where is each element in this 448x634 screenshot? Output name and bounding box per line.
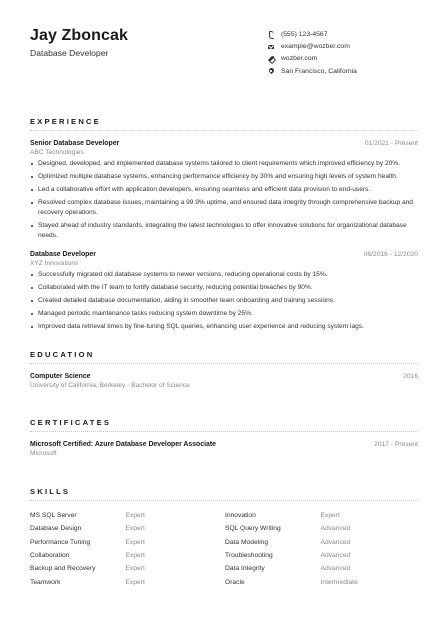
skill-level: Expert	[125, 565, 145, 573]
bullet-item: Optimized multiple database systems, enhancing performance efficiency by 30% and ensuring high levels of system health.	[30, 172, 422, 182]
contact-website[interactable]	[268, 53, 428, 65]
section-divider	[30, 500, 418, 501]
link-icon	[268, 56, 274, 62]
certificate-name: Microsoft Certified: Azure Database Developer Associate	[30, 441, 216, 448]
skill-name: Teamwork	[30, 578, 61, 586]
skill-name: Collaboration	[30, 552, 70, 560]
email-icon	[268, 44, 274, 50]
email-text[interactable]: example@wozber.com	[281, 43, 350, 51]
skill-level: Expert	[125, 578, 145, 586]
skill-level: Expert	[125, 538, 145, 546]
skill-level: Expert	[125, 525, 145, 533]
section-divider	[30, 130, 418, 131]
skill-level: Advanced	[320, 538, 351, 546]
bullet-item: Designed, developed, and implemented database systems tailored to client requirements which improved efficiency by 20%.	[30, 159, 422, 169]
skill-level: Expert	[125, 512, 145, 520]
location-icon	[268, 68, 274, 74]
skill-level: Advanced	[320, 525, 351, 533]
phone-text: (555) 123-4567	[281, 30, 328, 38]
job-bullets	[30, 270, 422, 335]
skill-level: Expert	[125, 552, 145, 560]
bullet-item: Led a collaborative effort with application developers, ensuring seamless and efficient data provision to end-users.	[30, 185, 422, 195]
skill-row	[30, 575, 420, 588]
section-divider	[30, 363, 418, 364]
degree-title: Computer Science	[30, 373, 91, 380]
skill-level: Intermediate	[320, 578, 358, 586]
skill-name: Database Design	[30, 525, 82, 533]
bullet-item: Collaborated with the IT team to fortify database security, reducing potential breaches by 90%.	[30, 283, 422, 293]
candidate-name: Jay Zboncak	[30, 27, 129, 44]
skill-name: Innovation	[225, 512, 256, 520]
section-divider	[30, 431, 418, 432]
skill-name: Performance Tuning	[30, 538, 91, 546]
phone-icon	[268, 31, 274, 37]
website-text[interactable]: wozber.com	[281, 55, 318, 63]
location-text: San Francisco, California	[281, 67, 357, 75]
skill-row	[30, 549, 420, 562]
job-date: 06/2016 - 12/2020	[363, 251, 418, 258]
certificates-heading: CERTIFICATES	[30, 418, 112, 427]
school-name: University of California, Berkeley - Bachelor of Science	[30, 382, 190, 389]
skill-name: Backup and Recovery	[30, 565, 96, 573]
bullet-item: Managed periodic maintenance tasks reducing system downtime by 25%.	[30, 309, 422, 319]
contact-email[interactable]	[268, 40, 428, 52]
education-date: 2016	[403, 373, 418, 380]
job-date: 01/2021 - Present	[364, 140, 418, 147]
skill-level: Advanced	[320, 552, 351, 560]
skill-row	[30, 562, 420, 575]
experience-heading: EXPERIENCE	[30, 117, 101, 126]
skills-heading: SKILLS	[30, 487, 71, 496]
skill-row	[30, 536, 420, 549]
skill-row	[30, 522, 420, 535]
skill-name: Data Modeling	[225, 538, 269, 546]
contact-location	[268, 65, 428, 77]
certificate-issuer: Microsoft	[30, 450, 57, 457]
skill-name: Troubleshooting	[225, 552, 273, 560]
job-bullets	[30, 159, 422, 244]
skill-name: Oracle	[225, 578, 245, 586]
skill-level: Expert	[320, 512, 340, 520]
bullet-item: Improved data retrieval times by fine-tuning SQL queries, enhancing user experience and reducing system lags.	[30, 322, 422, 332]
skill-row	[30, 509, 420, 522]
bullet-item: Resolved complex database issues, maintaining a 99.9% uptime, and ensured data integrity through comprehensive backup and recovery operations.	[30, 198, 422, 217]
job-company: ABC Technologies	[30, 149, 84, 156]
skill-name: MS SQL Server	[30, 512, 77, 520]
bullet-item: Created detailed database documentation, aiding in smoother team onboarding and training sessions.	[30, 296, 422, 306]
contact-list	[268, 28, 428, 78]
bullet-item: Stayed ahead of industry standards, integrating the latest technologies to offer innovative solutions for organizational database needs.	[30, 221, 422, 240]
job-title: Database Developer	[30, 251, 96, 258]
candidate-role: Database Developer	[30, 48, 109, 58]
contact-phone	[268, 28, 428, 40]
certificate-date: 2017 - Present	[374, 441, 418, 448]
skills-grid	[30, 509, 420, 589]
bullet-item: Successfully migrated old database systems to newer versions, reducing operational costs by 15%.	[30, 270, 422, 280]
skill-name: Data Integrity	[225, 565, 265, 573]
job-title: Senior Database Developer	[30, 140, 120, 147]
job-company: XYZ Innovations	[30, 260, 79, 267]
education-heading: EDUCATION	[30, 350, 95, 359]
skill-level: Advanced	[320, 565, 351, 573]
skill-name: SQL Query Writing	[225, 525, 281, 533]
